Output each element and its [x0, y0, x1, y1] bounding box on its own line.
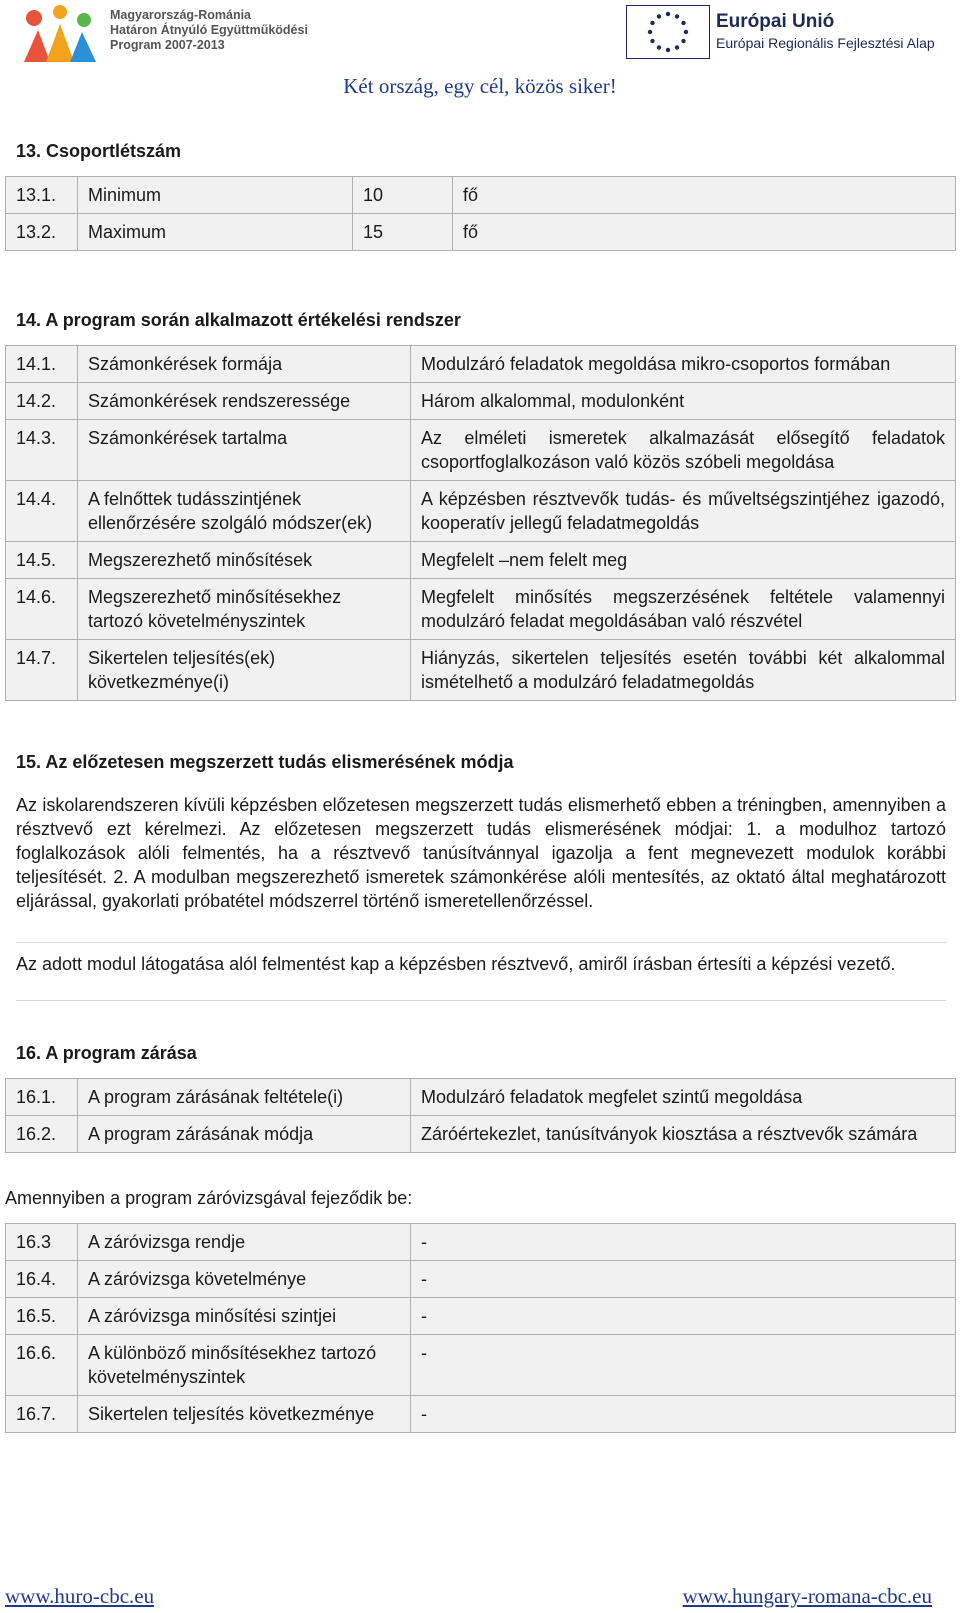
row-value: 10 [353, 177, 453, 214]
row-number: 16.1. [6, 1079, 78, 1116]
section-16-table [5, 1078, 956, 1153]
row-label: Minimum [78, 177, 353, 214]
row-number: 16.3 [6, 1224, 78, 1261]
table-row [6, 1298, 956, 1335]
row-number: 16.2. [6, 1116, 78, 1153]
section-14-table [5, 345, 956, 701]
row-value: Az elméleti ismeretek alkalmazását elősegítő feladatok csoportfoglalkozáson való közös szóbeli megoldása [411, 420, 956, 481]
row-label: A program zárásának módja [78, 1116, 411, 1153]
divider [16, 1000, 946, 1001]
row-label: A program zárásának feltétele(i) [78, 1079, 411, 1116]
row-label: Maximum [78, 214, 353, 251]
row-label: A záróvizsga követelménye [78, 1261, 411, 1298]
row-label: Megszerezhető minősítések [78, 542, 411, 579]
row-value: 15 [353, 214, 453, 251]
row-value: Három alkalommal, modulonként [411, 383, 956, 420]
row-number: 16.6. [6, 1335, 78, 1396]
row-value: Megfelelt –nem felelt meg [411, 542, 956, 579]
row-number: 16.7. [6, 1396, 78, 1433]
section-15-paragraph-1: Az iskolarendszeren kívüli képzésben előzetesen megszerzett tudás elismerhető ebben a tréningben, amennyiben a résztvevő ezt kérelmezi. Az előzetesen megszerzett tudás elismerésének módjai: 1. a modulhoz tartozó foglalkozások alóli felmentés, ha a résztvevő tanúsítvánnyal igazolja a fent megnevezett modulok korábbi teljesítését. 2. A modulban megszerezhető ismeretek számonkérése alóli mentesítés, az oktató által meghatározott eljárással, gyakorlati próbatétel módszerrel történő ismeretellenőrzéssel. [16, 795, 946, 911]
table-row [6, 1396, 956, 1433]
row-label: Számonkérések tartalma [78, 420, 411, 481]
row-label: A különböző minősítésekhez tartozó követelményszintek [78, 1335, 411, 1396]
program-logo-icon [20, 4, 100, 66]
table-row [6, 1335, 956, 1396]
footer-link-huro[interactable]: www.huro-cbc.eu [5, 1584, 155, 1608]
row-unit: fő [453, 214, 956, 251]
row-label: Sikertelen teljesítés következménye [78, 1396, 411, 1433]
section-13-table [5, 176, 956, 251]
row-value: Modulzáró feladatok megoldása mikro-csoportos formában [411, 346, 956, 383]
program-logo-text: Magyarország-Románia Határon Átnyúló Együttműködési Program 2007-2013 [110, 8, 308, 52]
section-15-heading: 15. Az előzetesen megszerzett tudás elismerésének módja [16, 752, 514, 772]
table-row [6, 177, 956, 214]
divider [16, 942, 946, 943]
row-label: A felnőttek tudásszintjének ellenőrzésére szolgáló módszer(ek) [78, 481, 411, 542]
row-value: Záróértekezlet, tanúsítványok kiosztása a résztvevők számára [411, 1116, 956, 1153]
row-number: 16.5. [6, 1298, 78, 1335]
row-value: - [411, 1335, 956, 1396]
program-logo [20, 4, 330, 66]
exam-table [5, 1223, 956, 1433]
row-number: 14.1. [6, 346, 78, 383]
row-unit: fő [453, 177, 956, 214]
row-number: 14.2. [6, 383, 78, 420]
section-16-heading: 16. A program zárása [16, 1043, 197, 1063]
row-number: 14.3. [6, 420, 78, 481]
table-row [6, 1079, 956, 1116]
table-row [6, 346, 956, 383]
row-number: 13.2. [6, 214, 78, 251]
section-15-paragraph-2: Az adott modul látogatása alól felmentést kap a képzésben résztvevő, amiről írásban értesíti a képzési vezető. [16, 954, 896, 974]
row-number: 14.5. [6, 542, 78, 579]
row-number: 16.4. [6, 1261, 78, 1298]
motto: Két ország, egy cél, közös siker! [343, 74, 617, 98]
row-label: A záróvizsga rendje [78, 1224, 411, 1261]
page-header [0, 0, 960, 110]
eu-flag-icon [626, 5, 710, 59]
row-number: 14.6. [6, 579, 78, 640]
table-row [6, 214, 956, 251]
row-value: A képzésben résztvevők tudás- és műveltségszintjéhez igazodó, kooperatív jellegű feladatmegoldás [411, 481, 956, 542]
footer-link-hungary-romania[interactable]: www.hungary-romana-cbc.eu [682, 1584, 932, 1608]
eu-subtitle: Európai Regionális Fejlesztési Alap [716, 35, 935, 51]
row-label: Sikertelen teljesítés(ek) következménye(i) [78, 640, 411, 701]
table-row [6, 640, 956, 701]
section-13-heading: 13. Csoportlétszám [16, 141, 182, 161]
row-label: A záróvizsga minősítési szintjei [78, 1298, 411, 1335]
table-row [6, 1261, 956, 1298]
table-row [6, 1224, 956, 1261]
row-value: - [411, 1261, 956, 1298]
row-label: Számonkérések rendszeressége [78, 383, 411, 420]
row-value: - [411, 1396, 956, 1433]
row-number: 13.1. [6, 177, 78, 214]
table-row [6, 383, 956, 420]
section-14-heading: 14. A program során alkalmazott értékelési rendszer [16, 310, 461, 330]
exam-intro: Amennyiben a program záróvizsgával fejeződik be: [5, 1188, 413, 1208]
row-value: - [411, 1298, 956, 1335]
table-row [6, 579, 956, 640]
table-row [6, 542, 956, 579]
table-row [6, 420, 956, 481]
row-label: Megszerezhető minősítésekhez tartozó követelményszintek [78, 579, 411, 640]
eu-label [716, 10, 935, 52]
table-row [6, 1116, 956, 1153]
row-value: Modulzáró feladatok megfelet szintű megoldása [411, 1079, 956, 1116]
row-value: Hiányzás, sikertelen teljesítés esetén további két alkalommal ismételhető a modulzáró feladatmegoldás [411, 640, 956, 701]
eu-title: Európai Unió [716, 11, 835, 32]
table-row [6, 481, 956, 542]
row-value: - [411, 1224, 956, 1261]
row-number: 14.4. [6, 481, 78, 542]
row-label: Számonkérések formája [78, 346, 411, 383]
row-value: Megfelelt minősítés megszerzésének feltétele valamennyi modulzáró feladat megoldásában való részvétel [411, 579, 956, 640]
row-number: 14.7. [6, 640, 78, 701]
